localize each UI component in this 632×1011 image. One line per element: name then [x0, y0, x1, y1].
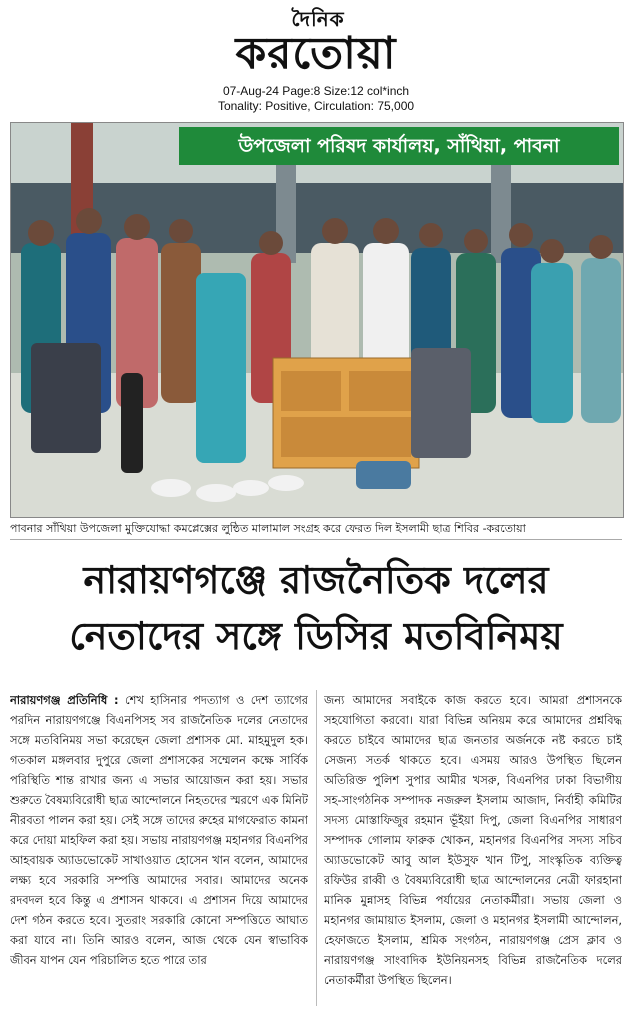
masthead	[0, 0, 632, 120]
article-body-left: শেখ হাসিনার পদত্যাগ ও দেশ ত্যাগের পরদিন নারায়ণগঞ্জে বিএনপিসহ সব রাজনৈতিক দলের নেতাদের সঙ্গে মতবিনিময় সভা করেছেন জেলা প্রশাসক মো. মাহমুদুল হক। গতকাল মঙ্গলবার দুপুরে জেলা প্রশাসকের সম্মেলন কক্ষে সার্বিক পরিস্থিতি শান্ত রাখার জন্য এ সভার আয়োজন করা হয়। সভার শুরুতে বৈষম্যবিরোধী ছাত্র আন্দোলনে নিহতদের স্মরণে এক মিনিট নীরবতা পালন করা হয়। সেই সঙ্গে তাদের রুহের মাগফেরাত কামনা করে দোয়া মাহফিল করা হয়। সভায় নারায়ণগঞ্জ মহানগর বিএনপির আহবায়ক অ্যাডভোকেট সাখাওয়াত হোসেন খান বলেন, আমাদের লক্ষ্য হবে সরকারি সম্পত্তি আমাদের সবার। আমাদের অনেক রদবদল হবে কিন্তু এ প্রশাসন থাকবে। এ প্রশাসন দিয়ে আমাদের দেশ গঠন করতে হবে। সুতরাং সরকারি কোনো সম্পত্তিতে আঘাত করা যাবে না। তিনি আরও বলেন, আজ থেকে যেন স্বাভাবিক জীবন যাপন যেন পরিচালিত হতে পারে তার	[10, 693, 308, 967]
newspaper-name-small: দৈনিক	[291, 7, 345, 31]
article-column-right	[324, 690, 622, 1006]
clipping-meta-date-page: 07-Aug-24 Page:8 Size:12 col*inch	[222, 84, 410, 98]
article-dateline: নারায়ণগঞ্জ প্রতিনিধি :	[10, 693, 119, 707]
article-column-left	[10, 690, 308, 1006]
column-divider	[316, 690, 317, 1006]
headline-line-1: নারায়ণগঞ্জে রাজনৈতিক দলের	[83, 558, 549, 602]
news-photo-illustration	[11, 123, 623, 517]
article-body-right: জন্য আমাদের সবাইকে কাজ করতে হবে। আমরা প্রশাসনকে সহযোগিতা করবো। যারা বিভিন্ন অনিয়ম করে আমাদের প্রশ্নবিদ্ধ করতে চাইবে আমাদের ছাত্র জনতার অর্জনকে নষ্ট করতে চাই সেজন্য সতর্ক থাকতে হবে। এসময় আরও উপস্থিত ছিলেন অতিরিক্ত পুলিশ সুপার আমীর খসরু, বিএনপির ঢাকা বিভাগীয় সহ-সাংগঠনিক সম্পাদক নজরুল ইসলাম আজাদ, নির্বাহী কমিটির সদস্য মোস্তাফিজুর রহমান ভূঁইয়া দিপু, জেলা বিএনপির সাধারণ সম্পাদক গোলাম ফারুক খোকন, মহানগর বিএনপির সদস্য সচিব অ্যাডভোকেট আবু আল ইউসুফ খান টিপু, সাংস্কৃতিক ব্যক্তিত্ব রফিউর রাব্বী ও বৈষম্যবিরোধী ছাত্র আন্দোলনের নেত্রী ফারহানা মানিক মুন্নাসহ বিভিন্ন পর্যায়ের নেতাকর্মীরা। সভায় জেলা ও মহানগর জামায়াত ইসলাম, জেলা ও মহানগর ইসলামী আন্দোলন, হেফাজতে ইসলাম, শ্রমিক সংগঠন, নারায়ণগঞ্জ প্রেস ক্লাব ও নারায়ণগঞ্জ সাংবাদিক ইউনিয়নসহ বিভিন্ন রাজনৈতিক দলের নেতাকর্মীরা উপস্থিত ছিলেন।	[324, 693, 622, 987]
clipping-meta-tonality: Tonality: Positive, Circulation: 75,000	[217, 99, 415, 113]
newspaper-name-logo: করতোয়া	[235, 28, 397, 79]
news-photo	[10, 122, 624, 518]
headline-line-2: নেতাদের সঙ্গে ডিসির মতবিনিময়	[69, 614, 563, 658]
office-sign: উপজেলা পরিষদ কার্যালয়, সাঁথিয়া, পাবনা	[179, 127, 619, 165]
photo-caption: পাবনার সাঁথিয়া উপজেলা মুক্তিযোদ্ধা কমপ্লেক্সের লুন্ঠিত মালামাল সংগ্রহ করে ফেরত দিল ইসলামী ছাত্র শিবির -করতোয়া	[10, 519, 622, 540]
